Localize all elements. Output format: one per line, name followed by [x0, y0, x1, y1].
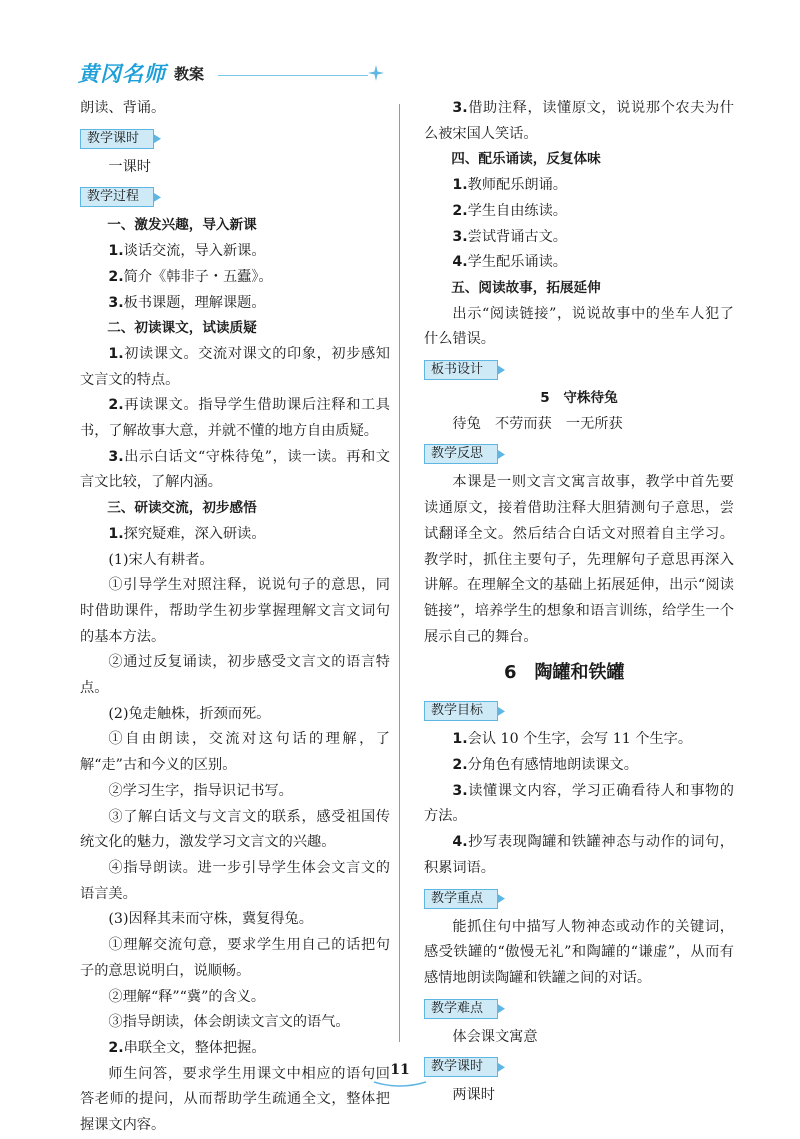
reflection-text: 本课是一则文言文寓言故事，教学中首先要读通原文，接着借助注释大胆猜测句子意思，尝试翻译全文。然后结合白话文对照着自主学习。教学时，抓住主要句子，先理解句子意思再深入讲解。在理解全文的基础上拓展延伸，出示“阅读链接”，培养学生的想象和语言训练，给学生一个展示自己的舞台。: [424, 474, 734, 645]
sparkle-icon: [368, 65, 384, 81]
section-tag-keshi: 教学课时: [80, 129, 154, 149]
step-item: 2.简介《韩非子・五蠹》。: [108, 268, 273, 285]
page-number: 11: [390, 1062, 410, 1078]
section-tag-nandian: 教学难点: [424, 999, 498, 1019]
paragraph: 师生问答，要求学生用课文中相应的语句回答老师的提问，从而帮助学生疏通全文，整体把握课文内容。: [80, 1065, 390, 1134]
keshi-text: 一课时: [108, 158, 151, 175]
sub-item: ①理解交流句意，要求学生用自己的话把句子的意思说明白，说顺畅。: [80, 937, 390, 979]
intro-tail: 朗读、背诵。: [80, 100, 166, 116]
step-item: 3.尝试背诵古文。: [452, 228, 567, 245]
sub-item: ②学习生字，指导识记书写。: [108, 782, 293, 799]
step-item: 3.板书课题，理解课题。: [108, 294, 266, 311]
right-column: [424, 96, 734, 1109]
step-heading-2: 二、初读课文，试读质疑: [107, 320, 257, 337]
brand-logo-text: 黄冈名师: [78, 62, 166, 86]
sub-item: (3)因释其耒而守株，冀复得兔。: [108, 911, 313, 928]
step-item: 1.谈话交流，导入新课。: [108, 243, 266, 260]
sub-item: ③了解白话文与文言文的联系，感受祖国传统文化的魅力，激发学习文言文的兴趣。: [80, 808, 390, 851]
header-rule: [218, 75, 368, 76]
left-column: [80, 96, 390, 1139]
step-item: 2.串联全文，整体把握。: [108, 1039, 266, 1056]
sub-item: ④指导朗读。进一步引导学生体会文言文的语言美。: [80, 859, 390, 902]
section-tag-guocheng: 教学过程: [80, 187, 154, 207]
board-title: 5 守株待兔: [540, 390, 618, 407]
section-tag-banshu: 板书设计: [424, 360, 498, 380]
step-heading-4: 四、配乐诵读，反复体味: [451, 151, 601, 168]
sub-item: (2)兔走触株，折颈而死。: [108, 705, 271, 722]
paragraph: 出示“阅读链接”，说说故事中的坐车人犯了什么错误。: [424, 305, 734, 348]
sub-item: ①自由朗读，交流对这句话的理解，了解“走”古和今义的区别。: [80, 731, 390, 774]
section-tag-fansi: 教学反思: [424, 444, 498, 464]
section-tag-keshi-2: 教学课时: [424, 1057, 498, 1077]
step-heading-5: 五、阅读故事，拓展延伸: [451, 279, 601, 296]
keshi-text-2: 两课时: [452, 1087, 495, 1104]
lesson-name: 陶罐和铁罐: [534, 662, 625, 684]
step-item: 4.学生配乐诵读。: [452, 254, 567, 271]
step-heading-1: 一、激发兴趣，导入新课: [107, 217, 257, 234]
step-item: 2.学生自由练读。: [452, 202, 567, 219]
page-header: [78, 58, 338, 88]
sub-item: ②理解“释”“冀”的含义。: [108, 988, 266, 1005]
page-number-ornament: [372, 1080, 428, 1088]
sub-item: ③指导朗读，体会朗读文言文的语气。: [108, 1014, 350, 1031]
lesson-title: [424, 656, 734, 690]
board-line: 待兔 不劳而获 一无所获: [452, 415, 623, 432]
goal-item: 3.读懂课文内容，学习正确看待人和事物的方法。: [424, 782, 734, 825]
step-item: 2.再读课文。指导学生借助课后注释和工具书，了解故事大意，并就不懂的地方自由质疑。: [80, 397, 390, 440]
goal-item: 1.会认 10 个生字，会写 11 个生字。: [452, 731, 693, 748]
sub-item: ①引导学生对照注释，说说句子的意思，同时借助课件，帮助学生初步掌握理解文言文词句的基本方法。: [80, 577, 390, 645]
step-item: 1.探究疑难，深入研读。: [108, 525, 266, 542]
difficulty-text: 体会课文寓意: [452, 1028, 538, 1045]
goal-item: 4.抄写表现陶罐和铁罐神态与动作的词句，积累词语。: [424, 834, 734, 876]
sub-item: ②通过反复诵读，初步感受文言文的语言特点。: [80, 654, 390, 697]
lesson-number: 6: [504, 662, 517, 684]
step-heading-3: 三、研读交流，初步感悟: [107, 500, 257, 517]
step-item: 3.出示白话文“守株待兔”，读一读。再和文言文比较，了解内涵。: [80, 448, 390, 491]
section-tag-mubiao: 教学目标: [424, 701, 498, 721]
step-item: 1.教师配乐朗诵。: [452, 177, 567, 194]
column-divider: [399, 104, 400, 1042]
focus-text: 能抓住句中描写人物神态或动作的关键词，感受铁罐的“傲慢无礼”和陶罐的“谦虚”，从而有感情地朗读陶罐和铁罐之间的对话。: [424, 918, 734, 986]
step-item: 3.借助注释，读懂原文，说说那个农夫为什么被宋国人笑话。: [424, 100, 734, 142]
sub-item: (1)宋人有耕者。: [108, 551, 214, 568]
brand-subtitle: 教案: [174, 65, 205, 83]
section-tag-zhongdian: 教学重点: [424, 889, 498, 909]
step-item: 1.初读课文。交流对课文的印象，初步感知文言文的特点。: [80, 345, 390, 388]
goal-item: 2.分角色有感情地朗读课文。: [452, 757, 638, 774]
